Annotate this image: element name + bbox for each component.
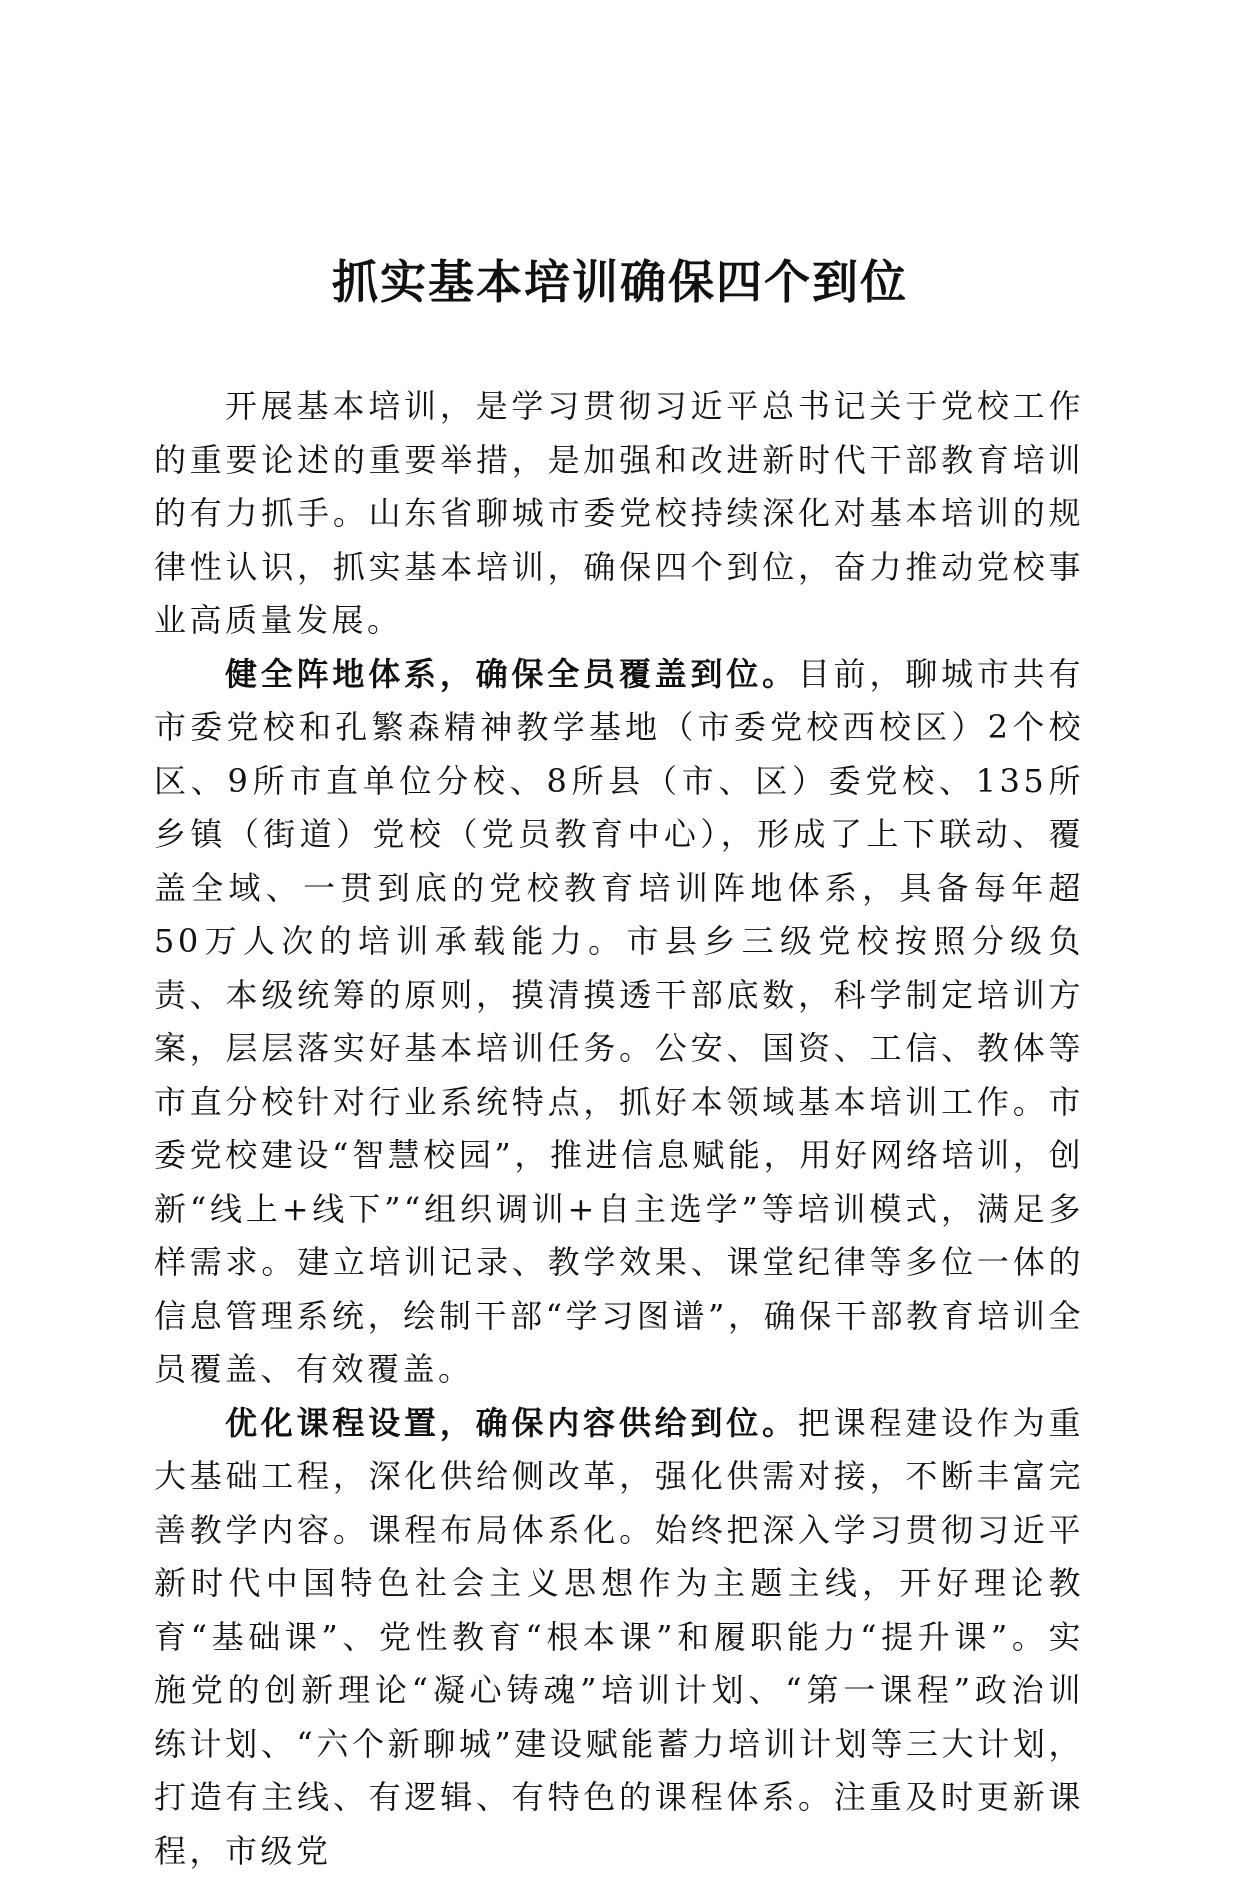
paragraph-text: 把课程建设作为重大基础工程，深化供给侧改革，强化供需对接，不断丰富完善教学内容。课程布局体系化。始终把深入学习贯彻习近平新时代中国特色社会主义思想作为主题主线，开好理论教育“基础课”、党性教育“根本课”和履职能力“提升课”。实施党的创新理论“凝心铸魂”培训计划、“第一课程”政治训练计划、“六个新聊城”建设赋能蓄力培训计划等三大计划，打造有主线、有逻辑、有特色的课程体系。注重及时更新课程，市级党 — [154, 1404, 1084, 1870]
paragraph-section-2 — [154, 1397, 1084, 1878]
paragraph-lead: 健全阵地体系，确保全员覆盖到位。 — [225, 655, 798, 693]
paragraph-section-1 — [154, 648, 1084, 1397]
paragraph-intro — [154, 380, 1084, 648]
paragraph-lead: 优化课程设置，确保内容供给到位。 — [225, 1404, 798, 1442]
paragraph-text: 目前，聊城市共有市委党校和孔繁森精神教学基地（市委党校西校区）2个校区、9所市直单位分校、8所县（市、区）委党校、135所乡镇（街道）党校（党员教育中心），形成了上下联动、覆盖全域、一贯到底的党校教育培训阵地体系，具备每年超50万人次的培训承载能力。市县乡三级党校按照分级负责、本级统筹的原则，摸清摸透干部底数，科学制定培训方案，层层落实好基本培训任务。公安、国资、工信、教体等市直分校针对行业系统特点，抓好本领域基本培训工作。市委党校建设“智慧校园”，推进信息赋能，用好网络培训，创新“线上+线下”“组织调训+自主选学”等培训模式，满足多样需求。建立培训记录、教学效果、课堂纪律等多位一体的信息管理系统，绘制干部“学习图谱”，确保干部教育培训全员覆盖、有效覆盖。 — [154, 655, 1084, 1389]
paragraph-text: 开展基本培训，是学习贯彻习近平总书记关于党校工作的重要论述的重要举措，是加强和改进新时代干部教育培训的有力抓手。山东省聊城市委党校持续深化对基本培训的规律性认识，抓实基本培训，确保四个到位，奋力推动党校事业高质量发展。 — [154, 387, 1084, 639]
article-body — [154, 380, 1084, 1878]
page-title: 抓实基本培训确保四个到位 — [0, 252, 1240, 312]
